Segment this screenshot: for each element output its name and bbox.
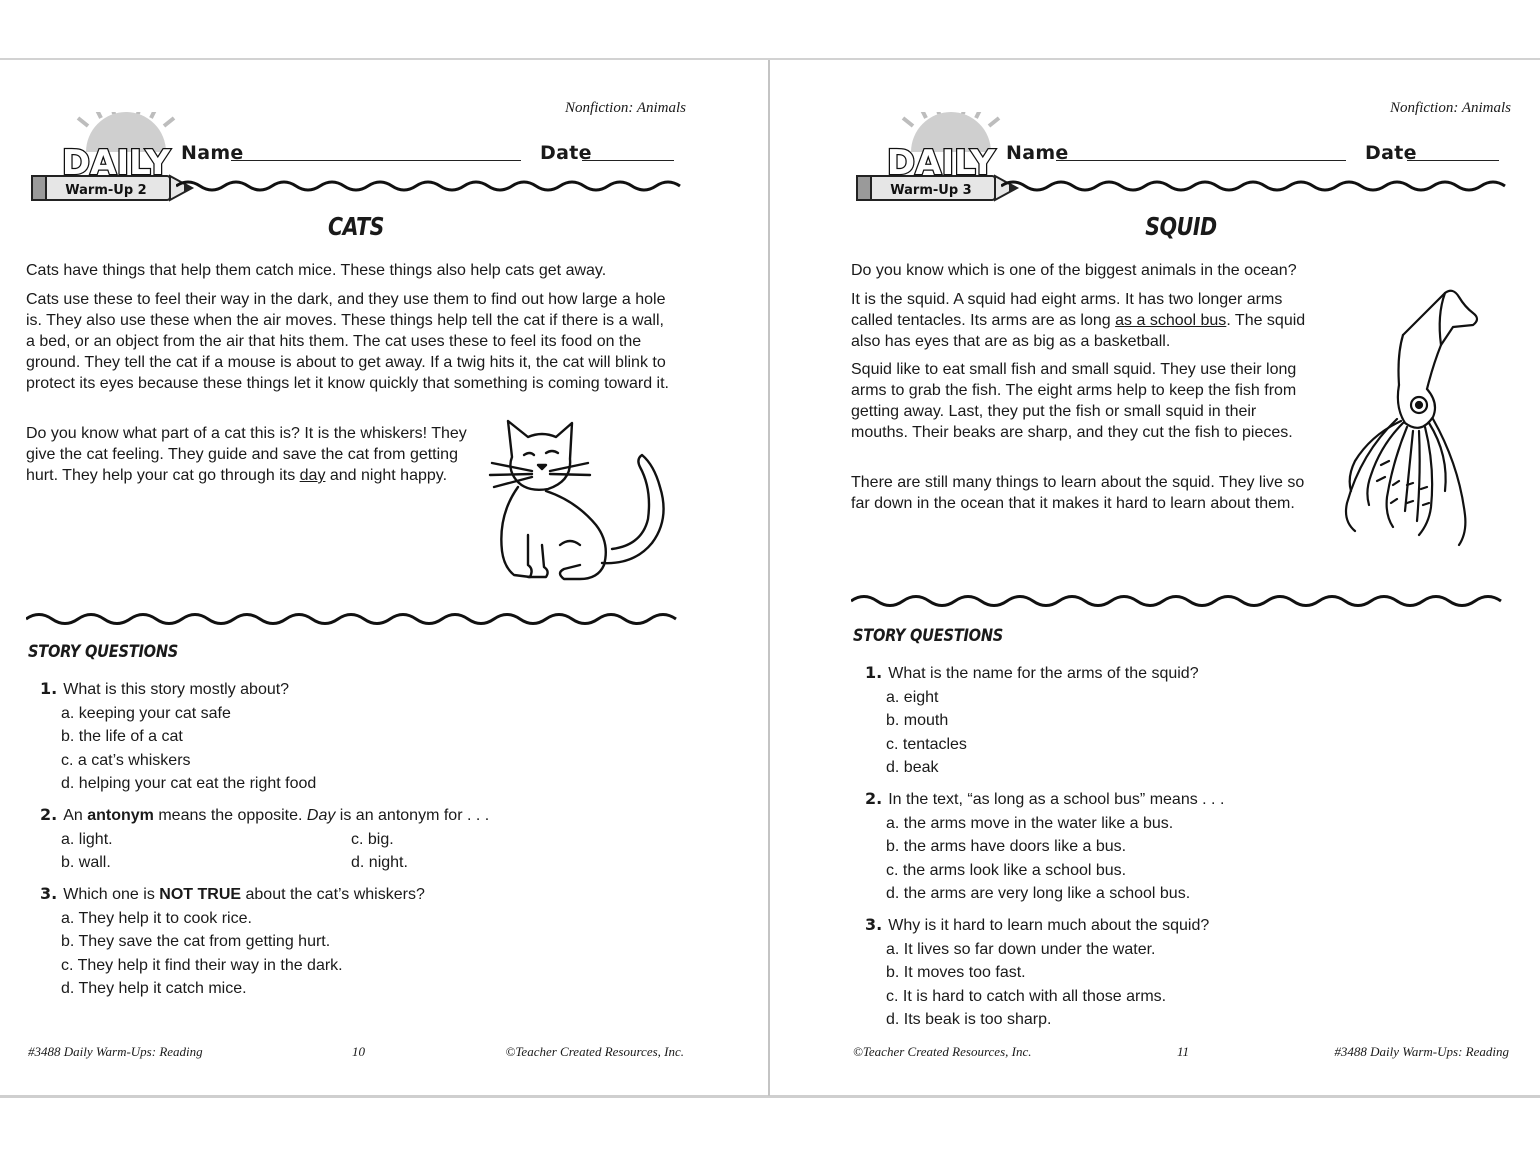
story-paragraph-2: It is the squid. A squid had eight arms. It has two longer arms called tentacles. Its arms are as long as a school bus. The squid also has eyes that are as big as a basketball. — [851, 291, 1306, 350]
answer-option[interactable]: d. They help it catch mice. — [61, 980, 247, 997]
answer-option[interactable]: a. They help it to cook rice. — [61, 909, 252, 927]
section-wave-divider — [851, 592, 1511, 610]
section-label: Nonfiction: Animals — [1390, 100, 1511, 116]
question-2 — [865, 787, 1485, 906]
answer-option[interactable]: d. beak — [886, 759, 939, 776]
answer-option[interactable]: b. They save the cat from getting hurt. — [61, 933, 331, 950]
story-paragraph-3: Squid like to eat small fish and small squid. They use their long arms to grab the fish. The eight arms help to keep the fish from getting away. Last, they put the fish or small squid in their mouths. Their beaks are sharp, and they cut the fish to pieces. — [851, 361, 1297, 441]
daily-word: DAILY — [886, 143, 996, 183]
answer-option[interactable]: b. wall. — [61, 854, 111, 871]
date-label: Date — [1365, 142, 1417, 164]
date-field[interactable] — [582, 160, 674, 161]
question-text: What is the name for the arms of the squid? — [888, 665, 1199, 682]
story-paragraph-1: Do you know which is one of the biggest animals in the ocean? — [851, 262, 1297, 279]
question-number: 2. — [865, 789, 883, 808]
underlined-phrase: as a school bus — [1115, 312, 1227, 329]
answer-option[interactable]: d. night. — [351, 854, 408, 871]
story-paragraph-2: Cats use these to feel their way in the dark, and they use them to find out how large a hole is. They also use these when the air moves. These things help tell the cat if there is a wall, a bed, or an object from the air that hits them. The cat uses these to feel its food on the ground. They tell the cat if a mouse is about to get away. If a twig hits it, the cat will blink to protect its eyes because these things let it know quickly that something is coming toward it. — [26, 291, 669, 392]
question-number: 2. — [40, 805, 58, 824]
answer-option[interactable]: c. It is hard to catch with all those arms. — [886, 987, 1167, 1005]
answer-option[interactable]: d. helping your cat eat the right food — [61, 775, 317, 792]
footer-right: ©Teacher Created Resources, Inc. — [505, 1044, 684, 1059]
name-label: Name — [1006, 142, 1069, 164]
answer-option[interactable]: c. the arms look like a school bus. — [886, 861, 1127, 879]
warmup-label: Warm-Up 3 — [890, 183, 972, 198]
question-text: What is this story mostly about? — [63, 681, 290, 698]
answer-option[interactable]: c. a cat’s whiskers — [61, 751, 191, 769]
section-wave-divider — [26, 610, 686, 628]
answer-option[interactable]: a. the arms move in the water like a bus. — [886, 814, 1174, 832]
answer-option[interactable]: c. big. — [351, 830, 394, 848]
question-text: In the text, “as long as a school bus” means . . . — [888, 791, 1225, 808]
footer-right: #3488 Daily Warm-Ups: Reading — [1334, 1044, 1509, 1059]
story-title: SQUID — [1145, 212, 1217, 241]
question-3 — [865, 913, 1485, 1032]
answer-option[interactable]: d. the arms are very long like a school bus. — [886, 885, 1191, 902]
answer-option[interactable]: a. light. — [61, 830, 113, 848]
answer-option[interactable]: a. It lives so far down under the water. — [886, 940, 1156, 958]
answer-option[interactable]: b. the life of a cat — [61, 728, 183, 745]
story-title: CATS — [327, 212, 385, 241]
question-number: 3. — [40, 884, 58, 903]
story-questions-heading: STORY QUESTIONS — [853, 626, 1004, 646]
name-field[interactable] — [1056, 160, 1346, 161]
header-wave-divider — [1001, 178, 1511, 194]
warmup-label: Warm-Up 2 — [65, 183, 147, 198]
book-gutter — [768, 60, 770, 1096]
answer-option[interactable]: b. mouth — [886, 712, 949, 729]
story-paragraph-3: Do you know what part of a cat this is? It is the whiskers! They give the cat feeling. They guide and save the cat from getting hurt. They help your cat go through its day and night happy. — [26, 425, 467, 484]
question-number: 1. — [40, 679, 58, 698]
squid-illustration — [1341, 285, 1491, 550]
question-1 — [40, 677, 660, 796]
story-questions-heading: STORY QUESTIONS — [28, 642, 179, 662]
underlined-word: day — [299, 467, 326, 484]
right-page — [851, 60, 1511, 1096]
question-2: 2. An antonym means the opposite. Day is an antonym for . . . a. light. c. big. b. wall. d. night. — [40, 803, 660, 875]
answer-option[interactable]: c. They help it find their way in the dark. — [61, 956, 343, 974]
question-1 — [865, 661, 1485, 780]
daily-word: DAILY — [61, 143, 171, 183]
footer-left: #3488 Daily Warm-Ups: Reading — [28, 1044, 203, 1059]
left-page — [26, 60, 686, 1096]
answer-option[interactable]: a. keeping your cat safe — [61, 704, 231, 722]
date-label: Date — [540, 142, 592, 164]
answer-option[interactable]: c. tentacles — [886, 735, 967, 753]
answer-option[interactable]: b. the arms have doors like a bus. — [886, 838, 1127, 855]
cat-illustration — [484, 415, 674, 587]
question-3: 3. Which one is NOT TRUE about the cat’s whiskers? a. They help it to cook rice. b. They save the cat from getting hurt. c. They help it find their way in the dark. d. They help it catch mice. — [40, 882, 660, 1001]
question-number: 3. — [865, 915, 883, 934]
answer-option[interactable]: b. It moves too fast. — [886, 964, 1026, 981]
page-number: 11 — [1177, 1044, 1190, 1059]
answer-option[interactable]: a. eight — [886, 688, 939, 706]
name-field[interactable] — [231, 160, 521, 161]
question-text: Why is it hard to learn much about the squid? — [888, 917, 1210, 934]
answer-option[interactable]: d. Its beak is too sharp. — [886, 1011, 1052, 1028]
question-number: 1. — [865, 663, 883, 682]
section-label: Nonfiction: Animals — [565, 100, 686, 116]
page-number: 10 — [352, 1044, 365, 1059]
story-paragraph-1: Cats have things that help them catch mice. These things also help cats get away. — [26, 262, 607, 279]
date-field[interactable] — [1407, 160, 1499, 161]
story-paragraph-4: There are still many things to learn about the squid. They live so far down in the ocean that it makes it hard to learn about them. — [851, 474, 1305, 512]
footer-left: ©Teacher Created Resources, Inc. — [853, 1044, 1032, 1059]
header-wave-divider — [176, 178, 686, 194]
name-label: Name — [181, 142, 244, 164]
